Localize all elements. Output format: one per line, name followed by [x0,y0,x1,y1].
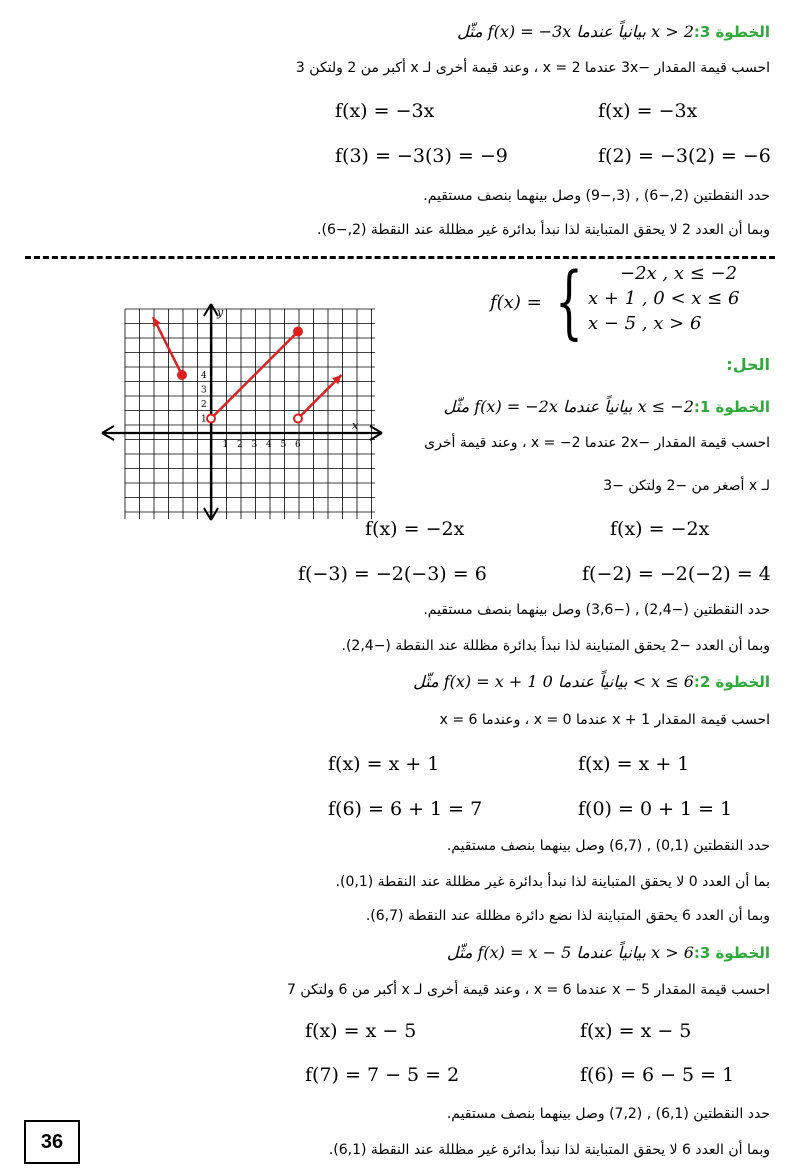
axis-arrowheads [102,304,382,520]
step2-heading [408,672,770,691]
piecewise-graph [100,302,385,522]
section-divider [25,256,775,259]
step3a-eq-right2: f(2) = −3(2) = −6 [598,145,771,167]
open-endpoint [207,415,215,423]
graph-segment [153,317,182,375]
y-tick-label: 2 [201,400,207,410]
closed-endpoint [178,371,186,379]
y-tick-label: 1 [201,414,207,425]
step2-line3: حدد النقطتين (0,1) , (6,7) وصل بينهما بنصف مستقيم. [446,838,770,854]
piecewise-brace: { [555,255,583,348]
x-tick-label: 4 [266,440,272,450]
y-tick-label: 3 [201,385,207,396]
step1-line2: احسب قيمة المقدار −2x عندما x = −2 ، وعند قيمة أخرى [424,435,770,451]
open-endpoint [294,415,302,423]
y-tick-label: 4 [201,371,207,381]
step2-line2: احسب قيمة المقدار x + 1 عندما x = 0 ، وعندما x = 6 [439,712,770,728]
step3a-text: مثّل f(x) = −3x بيانياً عندما x > 2 [451,22,694,41]
step3a-line3: حدد النقطتين (2,−6) , (3,−9) وصل بينهما بنصف مستقيم. [423,188,770,204]
step2-label: الخطوة 2: [693,673,770,691]
step2-eq-left1: f(x) = x + 1 [328,753,440,775]
solution-label: الحل: [726,355,770,374]
step3a-label: الخطوة 3: [693,23,770,41]
step3b-eq-right1: f(x) = x − 5 [580,1020,692,1042]
closed-endpoint [294,328,302,336]
step2-line5: وبما أن العدد 6 يحقق المتباينة لذا نضع دائرة مظللة عند النقطة (6,7). [365,908,770,924]
graph-grid [125,309,375,519]
step3b-line4: وبما أن العدد 6 لا يحقق المتباينة لذا نبدأ بدائرة غير مظللة عند النقطة (6,1). [328,1142,770,1158]
page-number: 36 [24,1120,80,1164]
x-tick-label: 2 [237,440,243,450]
step1-label: الخطوة 1: [693,398,770,416]
step1-eq-right2: f(−2) = −2(−2) = 4 [582,563,771,585]
step2-eq-right1: f(x) = x + 1 [578,753,690,775]
piecewise-case3: x − 5 , x > 6 [588,313,702,334]
step1-line3: لـ x أصغر من −2 ولتكن −3 [603,478,770,494]
graph-segment [211,332,298,419]
x-tick-label: 6 [295,440,301,450]
step2-eq-left2: f(6) = 6 + 1 = 7 [328,798,483,820]
step1-heading [439,397,770,416]
step3a-eq-left1: f(x) = −3x [335,100,435,122]
x-axis-label: x [352,419,359,432]
piecewise-case2: x + 1 , 0 < x ≤ 6 [588,288,740,309]
step2-eq-right2: f(0) = 0 + 1 = 1 [578,798,733,820]
step2-text: مثّل f(x) = x + 1 بيانياً عندما 0 < x ≤ 6 [408,672,694,691]
y-axis-label: y [217,306,224,319]
step3b-eq-left2: f(7) = 7 − 5 = 2 [305,1064,460,1086]
step3b-eq-left1: f(x) = x − 5 [305,1020,417,1042]
step3a-line4: وبما أن العدد 2 لا يحقق المتباينة لذا نبدأ بدائرة غير مظللة عند النقطة (2,−6). [317,222,770,238]
step3b-line3: حدد النقطتين (6,1) , (7,2) وصل بينهما بنصف مستقيم. [446,1106,770,1122]
step3b-line2: احسب قيمة المقدار x − 5 عندما x = 6 ، وعند قيمة أخرى لـ x أكبر من 6 ولتكن 7 [287,982,770,998]
step1-eq-left2: f(−3) = −2(−3) = 6 [298,563,487,585]
step3a-eq-left2: f(3) = −3(3) = −9 [335,145,508,167]
step3a-heading [452,22,770,41]
step3a-line2: احسب قيمة المقدار −3x عندما x = 2 ، وعند قيمة أخرى لـ x أكبر من 2 ولتكن 3 [295,60,770,76]
x-tick-label: 5 [280,440,287,450]
step3a-eq-right1: f(x) = −3x [598,100,698,122]
step1-eq-right1: f(x) = −2x [610,518,710,540]
step3b-heading [442,943,770,962]
step3b-text: مثّل f(x) = x − 5 بيانياً عندما x > 6 [441,943,694,962]
step1-eq-left1: f(x) = −2x [365,518,465,540]
step2-line4: بما أن العدد 0 لا يحقق المتباينة لذا نبدأ بدائرة غير مظللة عند النقطة (0,1). [335,874,770,890]
piecewise-case1: −2x , x ≤ −2 [620,263,738,284]
graph-axes [102,304,382,520]
x-tick-label: 3 [251,440,258,450]
piecewise-fx: f(x) = [490,292,542,313]
step1-line4: حدد النقطتين (−2,4) , (−3,6) وصل بينهما بنصف مستقيم. [423,602,770,618]
step1-text: مثّل f(x) = −2x بيانياً عندما x ≤ −2 [438,397,694,416]
step3b-eq-right2: f(6) = 6 − 5 = 1 [580,1064,735,1086]
step3b-label: الخطوة 3: [693,944,770,962]
x-tick-label: 1 [222,440,229,450]
step1-line5: وبما أن العدد −2 يحقق المتباينة لذا نبدأ بدائرة مظللة عند النقطة (−2,4). [341,638,770,654]
